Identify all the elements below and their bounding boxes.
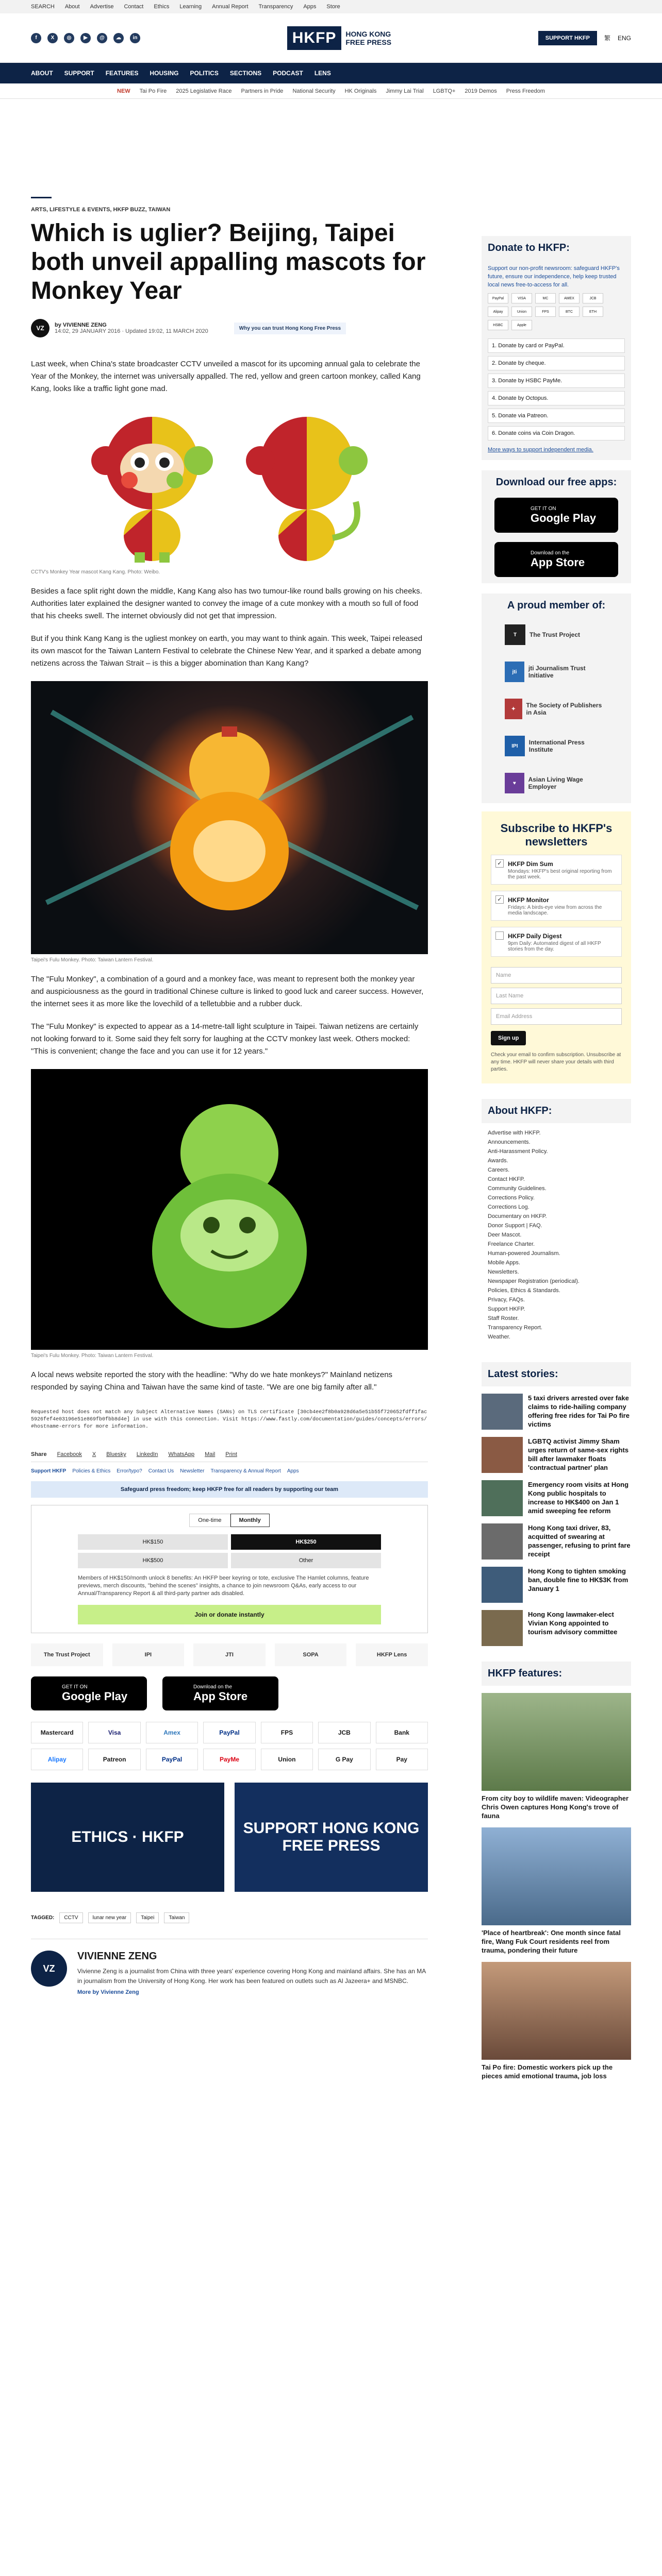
last-name-field[interactable]: Last Name	[491, 988, 622, 1004]
footer-link[interactable]: Apps	[287, 1468, 299, 1474]
more-ways-link[interactable]: More ways to support independent media.	[488, 447, 593, 453]
payment-icon: Visa	[88, 1722, 140, 1743]
tag-link[interactable]: CCTV	[59, 1912, 82, 1923]
trending-item[interactable]: 2019 Demos	[465, 88, 497, 94]
kangkang-image	[31, 406, 428, 566]
donation-widget	[31, 1505, 428, 1633]
signup-button[interactable]: Sign up	[491, 1031, 526, 1045]
payment-icon: Bank	[376, 1722, 428, 1743]
checkbox-icon[interactable]: ✓	[495, 895, 504, 904]
trending-bar	[0, 83, 662, 99]
member-logo[interactable]: jti jti Journalism Trust Initiative	[505, 658, 608, 686]
payment-icon: Amex	[146, 1722, 198, 1743]
about-link[interactable]: Awards.	[488, 1158, 508, 1164]
fulu-green-image	[31, 1069, 428, 1350]
newsletter-widget	[482, 811, 631, 1083]
ad-slot	[0, 99, 662, 197]
payment-icon: JCB	[318, 1722, 370, 1743]
trending-item[interactable]: LGBTQ+	[433, 88, 456, 94]
latest-thumb	[482, 1394, 523, 1430]
about-link[interactable]: Corrections Policy.	[488, 1195, 535, 1201]
share-print[interactable]: Print	[225, 1451, 237, 1458]
partner-logo[interactable]: IPI	[112, 1643, 185, 1666]
figure-fulu-green	[31, 1069, 428, 1359]
jti-icon: jti	[505, 662, 524, 682]
membership-benefits: Members of HK$150/month unlock 8 benefits: An HKFP beer keyring or tote, exclusive The Hamlet columns, feature previews, merch discounts, "behind the scenes" insights, a chance to join newsroom Q&As, early access to our Annual/Transparency Report & all third-party partner ads disabled.	[78, 1575, 369, 1597]
tags-label: TAGGED:	[31, 1915, 55, 1921]
payment-icon: Alipay	[31, 1749, 83, 1770]
support-banner[interactable]: SUPPORT HONG KONG FREE PRESS	[235, 1783, 428, 1892]
share-x[interactable]: X	[92, 1451, 96, 1458]
about-link[interactable]: Careers.	[488, 1167, 510, 1173]
support-hkfp-button[interactable]: SUPPORT HKFP	[538, 31, 597, 45]
sidebar	[482, 197, 631, 2080]
about-link[interactable]: Mobile Apps.	[488, 1260, 520, 1266]
donate-option[interactable]: 2. Donate by cheque.	[488, 356, 625, 370]
latest-item[interactable]: LGBTQ activist Jimmy Sham urges return of same-sex rights bill after lawmaker floats 'contractual partner' plan	[482, 1437, 631, 1473]
about-title: About HKFP:	[482, 1099, 631, 1123]
latest-thumb	[482, 1610, 523, 1646]
member-logo[interactable]: ♥ Asian Living Wage Employer	[505, 769, 608, 797]
features-title: HKFP features:	[482, 1662, 631, 1686]
pay-icon: AMEX	[559, 293, 580, 303]
donate-title: Donate to HKFP:	[488, 242, 570, 253]
author-box-name[interactable]: VIVIENNE ZENG	[77, 1951, 157, 1962]
share-label: Share	[31, 1451, 47, 1458]
partner-logo[interactable]: JTI	[193, 1643, 266, 1666]
payment-icon: FPS	[261, 1722, 313, 1743]
amount-option-selected[interactable]: HK$250	[231, 1534, 381, 1550]
about-link[interactable]: Newspaper Registration (periodical).	[488, 1278, 580, 1284]
x-icon[interactable]: X	[47, 33, 58, 43]
figure-fulu-lantern	[31, 681, 428, 963]
topbar-advertise[interactable]: Advertise	[90, 4, 114, 10]
living-wage-icon: ♥	[505, 773, 524, 793]
latest-item[interactable]: Hong Kong to tighten smoking ban, double fine to HK$3K from January 1	[482, 1567, 631, 1603]
site-logo[interactable]	[287, 26, 391, 50]
promo-banners	[31, 1783, 454, 1892]
trending-item[interactable]: Tai Po Fire	[139, 88, 167, 94]
threads-icon[interactable]: @	[97, 33, 107, 43]
latest-thumb	[482, 1480, 523, 1516]
footer-link[interactable]: Newsletter	[180, 1468, 205, 1474]
apps-widget	[482, 470, 631, 583]
about-link[interactable]: Newsletters.	[488, 1269, 519, 1275]
fulu-lantern-image	[31, 681, 428, 954]
name-field[interactable]: Name	[491, 967, 622, 984]
amount-options	[78, 1534, 381, 1568]
about-link[interactable]: Deer Mascot.	[488, 1232, 522, 1238]
pay-icon: FPS	[535, 307, 556, 317]
feature-image	[482, 1693, 631, 1791]
more-by-author-link[interactable]: More by Vivienne Zeng	[77, 1989, 139, 1995]
nav-support[interactable]: SUPPORT	[64, 70, 94, 77]
donate-text[interactable]: Support our non-profit newsroom: safeguard HKFP's future, ensure our independence, help keep trusted local news free-to-access for all.	[488, 265, 620, 288]
facebook-icon[interactable]: f	[31, 33, 41, 43]
payment-icon: PayPal	[203, 1722, 255, 1743]
about-link[interactable]: Advertise with HKFP.	[488, 1130, 541, 1136]
social-links	[31, 33, 140, 43]
safeguard-banner[interactable]: Safeguard press freedom; keep HKFP free for all readers by supporting our team	[31, 1481, 428, 1498]
about-link[interactable]: Community Guidelines.	[488, 1185, 547, 1192]
payment-icon: Union	[261, 1749, 313, 1770]
article-tags	[31, 1912, 428, 1923]
sidebar-app-store[interactable]: Download on the App Store	[494, 542, 618, 577]
feature-image	[482, 1962, 631, 2060]
paragraph: The "Fulu Monkey" is expected to appear as a 14-metre-tall light sculpture in Taipei. Taiwan netizens are certainly not looking forward to it. Some said they felt sorry for laughing at the CCTV monkey last week. Others mocked: "This is convenient; change the face and you can use it for 12 years."	[31, 1022, 419, 1056]
footer-link[interactable]: Transparency & Annual Report	[210, 1468, 281, 1474]
article-dates: 14:02, 29 JANUARY 2016 · Updated 19:02, 11 MARCH 2020	[55, 328, 208, 334]
kangkang-front	[90, 409, 214, 564]
ethics-banner[interactable]: ETHICS · HKFP	[31, 1783, 224, 1892]
pay-icon: Alipay	[488, 307, 508, 317]
instagram-icon[interactable]: ◎	[64, 33, 74, 43]
about-link[interactable]: Freelance Charter.	[488, 1241, 535, 1247]
member-logo[interactable]: T The Trust Project	[505, 621, 608, 649]
linkedin-icon[interactable]: in	[130, 33, 140, 43]
logo-text: HONG KONG FREE PRESS	[345, 29, 392, 46]
payment-icon: Mastercard	[31, 1722, 83, 1743]
donate-widget	[482, 236, 631, 460]
footer-link[interactable]: Policies & Ethics	[72, 1468, 111, 1474]
sidebar-google-play[interactable]: GET IT ON Google Play	[494, 498, 618, 533]
newsletter-title: Subscribe to HKFP's newsletters	[500, 822, 613, 848]
feature-item[interactable]: Tai Po fire: Domestic workers pick up the pieces amid emotional trauma, job loss	[482, 1962, 631, 2080]
figure-kangkang	[31, 406, 428, 575]
ipi-icon: IPI	[505, 736, 525, 756]
about-link[interactable]: Support HKFP.	[488, 1306, 525, 1312]
newsletter-option[interactable]: HKFP Daily Digest 9pm Daily: Automated digest of all HKFP stories from the day.	[491, 927, 622, 957]
partner-logo[interactable]: The Trust Project	[31, 1643, 103, 1666]
payment-icon: Patreon	[88, 1749, 140, 1770]
about-link[interactable]: Privacy, FAQs.	[488, 1297, 525, 1303]
frequency-toggle	[78, 1514, 381, 1527]
share-bluesky[interactable]: Bluesky	[106, 1451, 126, 1458]
freq-one-time[interactable]: One-time	[189, 1514, 230, 1527]
paragraph: But if you think Kang Kang is the ugliest monkey on earth, you may want to think again. This week, Taipei released its own mascot for the Taiwan Lantern Festival to celebrate the Chinese New Year, and it sparked a debate among netizens across the Taiwan Strait – is this a bigger abomination than Kang Kang?	[31, 634, 423, 668]
newsletter-option[interactable]: ✓ HKFP Dim Sum Mondays: HKFP's best original reporting from the past week.	[491, 855, 622, 885]
app-store-button[interactable]: Download on the App Store	[162, 1676, 278, 1710]
share-linkedin[interactable]: LinkedIn	[136, 1451, 158, 1458]
donate-pay-icons	[488, 293, 625, 330]
topbar-search[interactable]: SEARCH	[31, 4, 55, 10]
bluesky-icon[interactable]: ☁	[113, 33, 124, 43]
member-logo[interactable]: ✦ The Society of Publishers in Asia	[505, 695, 608, 723]
about-link[interactable]: Contact HKFP.	[488, 1176, 525, 1182]
latest-list	[482, 1394, 631, 1646]
latest-thumb	[482, 1437, 523, 1473]
image-caption: CCTV's Monkey Year mascot Kang Kang. Photo: Weibo.	[31, 569, 160, 575]
trending-item[interactable]: Press Freedom	[506, 88, 545, 94]
latest-item[interactable]: Hong Kong taxi driver, 83, acquitted of swearing at passenger, refusing to print fare receipt	[482, 1523, 631, 1560]
nav-podcast[interactable]: PODCAST	[273, 70, 303, 77]
topbar-ethics[interactable]: Ethics	[154, 4, 170, 10]
pay-icon: Union	[511, 307, 532, 317]
members-title: A proud member of:	[507, 600, 606, 611]
byline	[31, 319, 454, 337]
article-title: Which is uglier? Beijing, Taipei both unveil appalling mascots for Monkey Year	[31, 219, 426, 304]
pay-icon: JCB	[583, 293, 603, 303]
latest-thumb	[482, 1523, 523, 1560]
nav-politics[interactable]: POLITICS	[190, 70, 219, 77]
google-play-button[interactable]: GET IT ON Google Play	[31, 1676, 147, 1710]
paragraph: Besides a face split right down the middle, Kang Kang also has two tumour-like round balls growing on his cheeks. Authorities later explained the designer wanted to convey the image of a cute monkey with a mouth so full of food that his cheeks swell. The internet obviously did not get that impression.	[31, 587, 422, 620]
payment-icon: PayMe	[203, 1749, 255, 1770]
feature-item[interactable]: 'Place of heartbreak': One month since fatal fire, Wang Fuk Court residents reel from trauma, pondering their future	[482, 1827, 631, 1955]
email-field[interactable]: Email Address	[491, 1008, 622, 1025]
donate-option[interactable]: 1. Donate by card or PayPal.	[488, 338, 625, 353]
nav-lens[interactable]: LENS	[314, 70, 331, 77]
trust-link[interactable]: Why you can trust Hong Kong Free Press	[234, 323, 346, 334]
about-link[interactable]: Donor Support | FAQ.	[488, 1223, 542, 1229]
trust-project-icon: T	[505, 624, 525, 645]
site-header	[0, 13, 662, 63]
paragraph: The "Fulu Monkey", a combination of a gourd and a monkey face, was meant to represent both the monkey year and auspiciousness as the gourd in traditional Chinese culture is linked to good luck and career success. However, the internet sees it as more like the lovechild of a telletubbie and a rubber duck.	[31, 975, 424, 1008]
top-utility-bar	[0, 0, 662, 13]
latest-title: Latest stories:	[482, 1362, 631, 1386]
trending-item[interactable]: Partners in Pride	[241, 88, 284, 94]
share-whatsapp[interactable]: WhatsApp	[168, 1451, 195, 1458]
trending-item[interactable]: HK Originals	[344, 88, 377, 94]
header-actions	[538, 31, 631, 45]
author-avatar[interactable]: VZ	[31, 319, 49, 337]
payment-icon: Pay	[376, 1749, 428, 1770]
paragraph: Last week, when China's state broadcaster CCTV unveiled a mascot for its upcoming annual gala to celebrate the Year of the Monkey, the internet was universally appalled. The red, yellow and green cartoon monkey, called Kang Kang, looks like a traffic light gone mad.	[31, 360, 421, 393]
topbar-learning[interactable]: Learning	[179, 4, 202, 10]
checkbox-icon[interactable]: ✓	[495, 859, 504, 868]
tag-link[interactable]: lunar new year	[88, 1912, 131, 1923]
kangkang-back	[245, 409, 369, 564]
pay-icon: PayPal	[488, 293, 508, 303]
donate-options	[488, 338, 625, 440]
image-caption: Taipei's Fulu Monkey. Photo: Taiwan Lantern Festival.	[31, 957, 154, 963]
donate-option[interactable]: 3. Donate by HSBC PayMe.	[488, 374, 625, 388]
logo-mark: HKFP	[287, 26, 342, 50]
category-divider	[31, 197, 52, 198]
members-widget	[482, 594, 631, 803]
trending-item[interactable]: Jimmy Lai Trial	[386, 88, 424, 94]
pay-icon: HSBC	[488, 320, 508, 330]
app-store-buttons	[31, 1676, 454, 1710]
green-gourd-illustration	[101, 1081, 358, 1338]
article	[31, 197, 454, 2080]
trending-label: NEW	[117, 88, 130, 94]
about-link[interactable]: Corrections Log.	[488, 1204, 529, 1210]
main-nav	[0, 63, 662, 83]
join-button[interactable]: Join or donate instantly	[78, 1605, 381, 1624]
about-link[interactable]: Weather.	[488, 1334, 510, 1340]
feature-item[interactable]: From city boy to wildlife maven: Videographer Chris Owen captures Hong Kong's trove of fauna	[482, 1693, 631, 1820]
topbar-annual-report[interactable]: Annual Report	[212, 4, 249, 10]
sopa-icon: ✦	[505, 699, 522, 719]
checkbox-icon[interactable]	[495, 931, 504, 940]
nav-about[interactable]: ABOUT	[31, 70, 53, 77]
nav-features[interactable]: FEATURES	[105, 70, 139, 77]
member-logo[interactable]: IPI International Press Institute	[505, 732, 608, 760]
lang-zh-link[interactable]: 繁	[604, 35, 610, 42]
freq-monthly[interactable]: Monthly	[230, 1514, 270, 1527]
lang-en-link[interactable]: ENG	[617, 34, 631, 42]
topbar-contact[interactable]: Contact	[124, 4, 144, 10]
pay-icon: MC	[535, 293, 556, 303]
nav-sections[interactable]: SECTIONS	[229, 70, 262, 77]
tag-link[interactable]: Taiwan	[164, 1912, 189, 1923]
donate-option[interactable]: 4. Donate by Octopus.	[488, 391, 625, 405]
pay-icon: Apple	[511, 320, 532, 330]
about-link[interactable]: Documentary on HKFP.	[488, 1213, 547, 1219]
share-facebook[interactable]: Facebook	[57, 1451, 82, 1458]
latest-item[interactable]: Hong Kong lawmaker-elect Vivian Kong appointed to tourism advisory committee	[482, 1610, 631, 1646]
about-link[interactable]: Anti-Harassment Policy.	[488, 1148, 548, 1155]
partner-logo[interactable]: SOPA	[275, 1643, 347, 1666]
footer-link[interactable]: Error/typo?	[117, 1468, 142, 1474]
features-list	[482, 1693, 631, 2080]
pay-icon: ETH	[583, 307, 603, 317]
author-name[interactable]: by VIVIENNE ZENG	[55, 322, 107, 328]
trending-item[interactable]: 2025 Legislative Race	[176, 88, 232, 94]
article-footer-links	[31, 1468, 428, 1474]
topbar-about[interactable]: About	[64, 4, 80, 10]
youtube-icon[interactable]: ▶	[80, 33, 91, 43]
page-body	[0, 197, 662, 2080]
paragraph: A local news website reported the story with the headline: "Why do we hate monkeys?" Mainland netizens responded by saying China and Taiwan have the same kind of taste. "We are one big family after all."	[31, 1370, 393, 1392]
latest-item[interactable]: Emergency room visits at Hong Kong public hospitals to increase to HK$400 on Jan 1 amid sweeping fee reform	[482, 1480, 631, 1516]
payment-methods	[31, 1722, 428, 1770]
pay-icon: VISA	[511, 293, 532, 303]
nav-housing[interactable]: HOUSING	[150, 70, 179, 77]
embed-error: Requested host does not match any Subject Alternative Names (SANs) on TLS certificate [30cb4ee2f8b0a928d6a5e51b55f720652fdff1fac5926fef4e03196e51e869fb0fbb8d4e] in use with this connection. Visit https://www.fastly.com/documentation/guides/concepts/errors/#hostname-errors for more information.	[31, 1410, 427, 1430]
topbar-apps[interactable]: Apps	[303, 4, 317, 10]
author-bio: Vivienne Zeng is a journalist from China with three years' experience covering Hong Kong and mainland affairs. She has an MA in journalism from the University of Hong Kong. Her work has been featured on outlets such as Al Jazeera+ and MSNBC.	[77, 1968, 426, 1985]
payment-icon: G Pay	[318, 1749, 370, 1770]
topbar-transparency[interactable]: Transparency	[258, 4, 293, 10]
newsletter-option[interactable]: ✓ HKFP Monitor Fridays: A birds-eye view from across the media landscape.	[491, 891, 622, 921]
amount-option[interactable]: HK$150	[78, 1534, 228, 1550]
about-links	[482, 1123, 631, 1347]
partner-logos	[31, 1643, 428, 1666]
partner-logo[interactable]: HKFP Lens	[356, 1643, 428, 1666]
pay-icon: BTC	[559, 307, 580, 317]
topbar-store[interactable]: Store	[326, 4, 340, 10]
author-box	[31, 1939, 428, 1995]
lantern-illustration	[31, 681, 428, 954]
footer-link[interactable]: Contact Us	[148, 1468, 174, 1474]
apps-title: Download our free apps:	[495, 477, 617, 488]
donate-option[interactable]: 6. Donate coins via Coin Dragon.	[488, 426, 625, 440]
author-box-avatar[interactable]: VZ	[31, 1951, 67, 1987]
newsletter-note: Check your email to confirm subscription. Unsubscribe at any time. HKFP will never share your details with third parties.	[491, 1052, 621, 1072]
image-caption: Taipei's Fulu Monkey. Photo: Taiwan Lantern Festival.	[31, 1353, 154, 1359]
latest-item[interactable]: 5 taxi drivers arrested over fake claims to ride-hailing company offering free rides for Tai Po fire victims	[482, 1394, 631, 1430]
about-link[interactable]: Announcements.	[488, 1139, 531, 1145]
share-bar	[31, 1451, 428, 1462]
amount-option[interactable]: HK$500	[78, 1553, 228, 1568]
article-categories[interactable]: ARTS, LIFESTYLE & EVENTS, HKFP BUZZ, TAIWAN	[31, 207, 171, 213]
share-mail[interactable]: Mail	[205, 1451, 216, 1458]
about-link[interactable]: Human-powered Journalism.	[488, 1250, 560, 1257]
trending-item[interactable]: National Security	[292, 88, 336, 94]
feature-image	[482, 1827, 631, 1925]
payment-icon: PayPal	[146, 1749, 198, 1770]
about-link[interactable]: Policies, Ethics & Standards.	[488, 1287, 560, 1294]
donate-option[interactable]: 5. Donate via Patreon.	[488, 409, 625, 423]
about-link[interactable]: Transparency Report.	[488, 1325, 542, 1331]
about-link[interactable]: Staff Roster.	[488, 1315, 519, 1321]
amount-option[interactable]: Other	[231, 1553, 381, 1568]
latest-thumb	[482, 1567, 523, 1603]
footer-link[interactable]: Support HKFP	[31, 1468, 67, 1474]
tag-link[interactable]: Taipei	[136, 1912, 159, 1923]
